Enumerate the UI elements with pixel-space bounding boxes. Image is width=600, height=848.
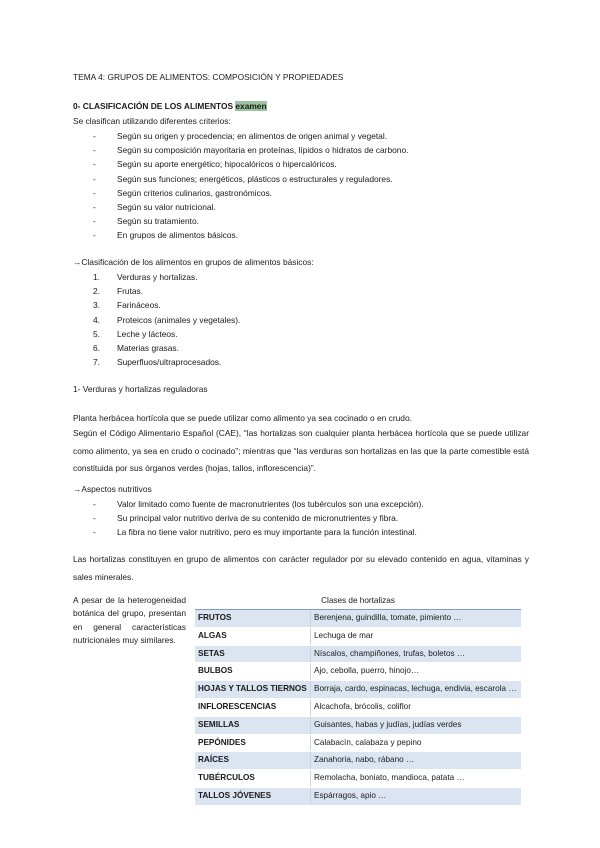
section-0-heading — [73, 101, 267, 112]
aspect-text: Su principal valor nutritivo deriva de su contenido de micronutrientes y fibra. — [117, 513, 399, 524]
aspects-intro: →Aspectos nutritivos — [73, 484, 152, 494]
class-cell: SETAS — [195, 645, 311, 663]
table-row — [195, 610, 521, 628]
section-0-heading-text: 0- CLASIFICACIÓN DE LOS ALIMENTOS — [73, 101, 234, 111]
examples-cell: Alcachofa, brócolis, coliflor — [311, 698, 522, 716]
criteria-text: Según sus funciones; energéticos, plásticos o estructurales y reguladores. — [117, 173, 393, 184]
bullet: - — [93, 216, 96, 227]
vegetable-classes-table — [195, 594, 521, 806]
bullet: - — [93, 145, 96, 156]
examples-cell: Lechuga de mar — [311, 627, 522, 645]
table-row — [195, 716, 521, 734]
criteria-text: Según su composición mayoritaria en proteínas, lípidos o hidratos de carbono. — [117, 145, 409, 156]
side-note: A pesar de la heterogeneidad botánica del grupo, presentan en general características nutricionales muy similares. — [73, 595, 186, 645]
item-number: 2. — [93, 286, 100, 297]
paragraph-definition: Planta herbácea hortícola que se puede utilizar como alimento ya sea cocinado o en crudo. — [73, 413, 412, 423]
examples-cell: Ajo, cebolla, puerro, hinojo… — [311, 663, 522, 681]
class-cell: SEMILLAS — [195, 716, 311, 734]
class-cell: PEPÓNIDES — [195, 734, 311, 752]
criteria-text: Según su tratamiento. — [117, 216, 199, 227]
document-title: TEMA 4: GRUPOS DE ALIMENTOS: COMPOSICIÓN Y PROPIEDADES — [73, 72, 344, 82]
aspect-text: Valor limitado como fuente de macronutrientes (los tubérculos son una excepción). — [117, 499, 424, 509]
table-header-row — [195, 594, 521, 610]
item-text: Verduras y hortalizas. — [117, 272, 198, 282]
item-text: Leche y lácteos. — [117, 328, 178, 339]
item-text: Superfluos/ultraprocesados. — [117, 357, 222, 368]
examples-cell: Borraja, cardo, espinacas, lechuga, endivia, escarola … — [311, 681, 522, 699]
item-number: 7. — [93, 357, 100, 368]
examples-cell: Espárragos, apio … — [311, 787, 522, 805]
class-cell: RAÍCES — [195, 752, 311, 770]
examples-cell: Níscalos, champiñones, trufas, boletos … — [311, 645, 522, 663]
table-row — [195, 787, 521, 805]
bullet: - — [93, 513, 96, 524]
item-text: Proteicos (animales y vegetales). — [117, 314, 241, 325]
table-row — [195, 681, 521, 699]
criteria-text: Según su aporte energético; hipocalóricos o hipercalóricos. — [117, 159, 337, 170]
table-row — [195, 752, 521, 770]
examples-cell: Berenjena, guindilla, tomate, pimiento … — [311, 610, 522, 628]
criteria-text: Según criterios culinarios, gastronómicos. — [117, 187, 273, 198]
aspect-text: La fibra no tiene valor nutritivo, pero es muy importante para la función intestinal. — [117, 527, 417, 538]
paragraph-regulator: Las hortalizas constituyen en grupo de alimentos con carácter regulador por su elevado contenido en agua, vitaminas y sales minerales. — [73, 554, 529, 582]
bullet: - — [93, 131, 96, 141]
bullet: - — [93, 201, 96, 212]
class-cell: INFLORESCENCIAS — [195, 698, 311, 716]
class-cell: ALGAS — [195, 627, 311, 645]
bullet: - — [93, 230, 96, 241]
criteria-text: Según su valor nutricional. — [117, 201, 216, 212]
class-cell: TUBÉRCULOS — [195, 770, 311, 788]
section-0-intro: Se clasifican utilizando diferentes criterios: — [73, 116, 231, 126]
bullet: - — [93, 159, 96, 170]
class-cell: TALLOS JÓVENES — [195, 787, 311, 805]
item-text: Frutas. — [117, 286, 144, 297]
section-1-heading: 1- Verduras y hortalizas reguladoras — [73, 384, 208, 394]
table-row — [195, 627, 521, 645]
item-number: 5. — [93, 328, 100, 339]
criteria-text: En grupos de alimentos básicos. — [117, 230, 239, 241]
criteria-text: Según su origen y procedencia; en alimentos de origen animal y vegetal. — [117, 131, 388, 141]
item-text: Materias grasas. — [117, 342, 179, 353]
item-text: Farináceos. — [117, 300, 161, 311]
table-row — [195, 734, 521, 752]
table-row — [195, 663, 521, 681]
table-row — [195, 770, 521, 788]
paragraph-cae: Según el Código Alimentario Español (CAE), “las hortalizas son cualquier planta herbácea hortícola que se puede utilizar como alimento, ya sea en crudo o cocinado”; mientras que “las verduras son hortalizas en las que la parte comestible está constituida por sus órganos verdes (hojas, tallos, inflorescencia)”. — [73, 428, 529, 473]
table-row — [195, 698, 521, 716]
table-title: Clases de hortalizas — [195, 594, 521, 610]
exam-highlight: examen — [235, 101, 267, 111]
item-number: 3. — [93, 300, 100, 311]
class-cell: FRUTOS — [195, 610, 311, 628]
bullet: - — [93, 527, 96, 538]
bullet: - — [93, 173, 96, 184]
class-cell: HOJAS Y TALLOS TIERNOS — [195, 681, 311, 699]
bullet: - — [93, 499, 96, 509]
examples-cell: Calabacín, calabaza y pepino — [311, 734, 522, 752]
classification-intro: →Clasificación de los alimentos en grupos de alimentos básicos: — [73, 257, 314, 267]
item-number: 1. — [93, 272, 100, 282]
item-number: 6. — [93, 342, 100, 353]
table-row — [195, 645, 521, 663]
class-cell: BULBOS — [195, 663, 311, 681]
examples-cell: Guisantes, habas y judías, judías verdes — [311, 716, 522, 734]
bullet: - — [93, 187, 96, 198]
examples-cell: Remolacha, boniato, mandioca, patata … — [311, 770, 522, 788]
item-number: 4. — [93, 314, 100, 325]
examples-cell: Zanahoria, nabo, rábano … — [311, 752, 522, 770]
